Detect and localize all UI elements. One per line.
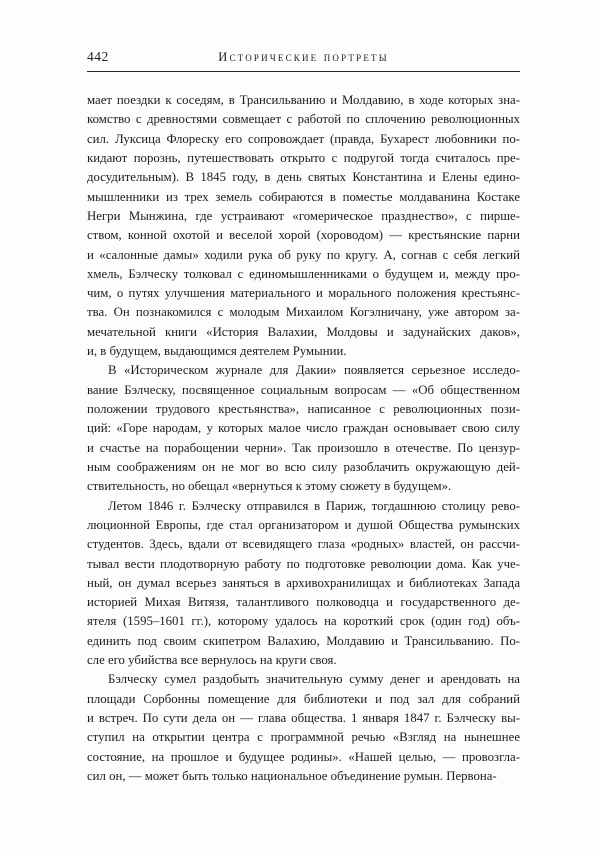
page-body	[87, 91, 520, 786]
text-line: мышленники из трех земель собираются в поместье молдаванина Костаке	[87, 189, 520, 204]
paragraph	[87, 670, 520, 786]
text-line: сил. Луксица Флореску его сопровождает (правда, Бухарест любовники по-	[87, 131, 520, 146]
text-line: студентов. Здесь, вдали от всевидящего глаза «родных» властей, он рассчи-	[87, 537, 520, 552]
text-line: люционной Европы, где стал организатором и душой Общества румынских	[87, 517, 520, 532]
text-line: комство с древностями совмещает с работой по сплочению революционных	[87, 112, 520, 127]
text-line: Летом 1846 г. Бэлческу отправился в Париж, тогдашнюю столицу рево-	[108, 498, 520, 513]
text-line: положении трудового крестьянства», написанное с революционных пози-	[87, 402, 520, 416]
text-line: мает поездки к соседям, в Трансильванию и Молдавию, в ходе которых зна-	[87, 93, 520, 107]
text-line: и, в будущем, выдающимся деятелем Румынии.	[87, 344, 347, 359]
text-line: состояние, на прошлое и будущее родины». «Нашей целью, — провозгла-	[87, 749, 520, 764]
text-line: Бэлческу сумел раздобыть значительную сумму денег и арендовать на	[108, 672, 520, 687]
text-line: вание Бэлческу, посвященное социальным вопросам — «Об общественном	[87, 382, 520, 397]
text-line: ций: «Горе народам, у которых малое число граждан основывает свою силу	[87, 421, 520, 436]
text-line: ством, конной охотой и веселой хорой (хороводом) — крестьянские парни	[87, 228, 520, 243]
text-line: историей Михая Витязя, талантливого полководца и государственного де-	[87, 595, 520, 610]
paragraph	[87, 361, 520, 496]
text-line: хмель, Бэлческу толковал с единомышленниками о будущем и, между про-	[87, 266, 520, 281]
text-line: мечательной книги «История Валахии, Молдовы и задунайских даков»,	[87, 324, 520, 339]
text-line: В «Историческом журнале для Дакии» появляется серьезное исследо-	[108, 363, 520, 378]
text-line: тывал вести плодотворную работу по подготовке революции дома. Как уче-	[87, 556, 520, 571]
text-line: и встреч. По сути дела он — глава общества. 1 января 1847 г. Бэлческу вы-	[87, 711, 520, 725]
text-line: ятеля (1595–1601 гг.), которому удалось на короткий срок (один год) объ-	[87, 614, 520, 629]
page-content	[87, 44, 520, 786]
text-line: ный, он думал всерьез заняться в архивохранилищах и библиотеках Запада	[87, 575, 520, 590]
text-line: и счастье на порабощении черни». Так произошло в отечестве. По цензур-	[87, 440, 520, 455]
paragraph	[87, 497, 520, 671]
page-number: 442	[87, 49, 109, 64]
text-line: сил он, — может быть только национальное объединение румын. Первона-	[87, 768, 497, 783]
text-line: ным соображениям он не мог во всю силу разоблачить окружающую дей-	[87, 459, 520, 474]
page-header	[87, 44, 520, 72]
text-line: единить под своим скипетром Валахию, Молдавию и Трансильванию. По-	[87, 633, 520, 648]
text-line: ступил на открытии центра с программной речью «Взгляд на нынешнее	[87, 730, 520, 745]
paragraph	[87, 91, 520, 361]
text-line: кидают порознь, путешествовать открыто с подругой тогда считалось пре-	[87, 150, 520, 165]
text-line: Негри Мынжина, где устраивают «гомерическое празднество», с пирше-	[87, 208, 520, 223]
text-line: тва. Он познакомился с молодым Михаилом Когэлничану, уже автором за-	[87, 305, 520, 320]
text-line: и «салонные дамы» ходили рука об руку по кругу. А, согнав с себя легкий	[87, 247, 520, 262]
text-line: площади Сорбонны помещение для библиотеки и под зал для собраний	[87, 691, 520, 706]
running-title: Исторические портреты	[218, 50, 389, 64]
text-line: ствительность, но обещал «вернуться к этому сюжету в будущем».	[87, 479, 452, 494]
text-line: чим, о путях улучшения материального и морального положения крестьянс-	[87, 286, 520, 301]
text-line: досудительным). В 1845 году, в день святых Константина и Елены едино-	[87, 170, 520, 185]
text-line: сле его убийства все вернулось на круги своя.	[87, 653, 337, 668]
